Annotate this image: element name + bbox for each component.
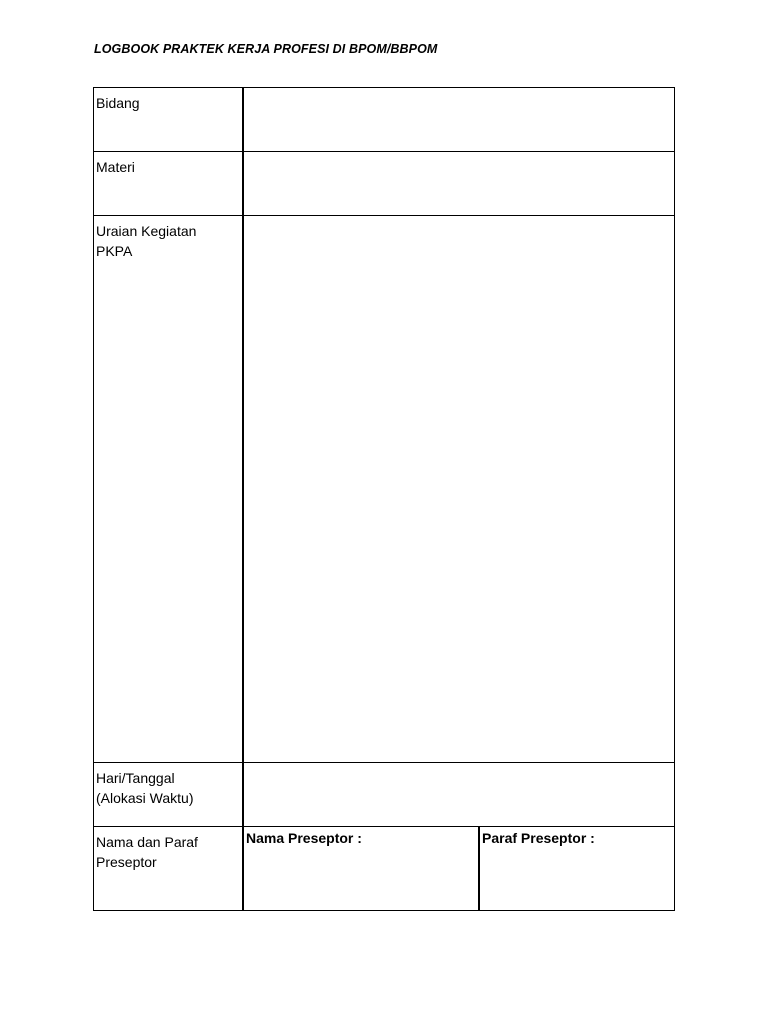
form-row-bidang xyxy=(94,88,675,152)
paraf-preseptor-field[interactable] xyxy=(480,827,674,910)
label-uraian-line2: PKPA xyxy=(96,243,133,259)
field-uraian-kegiatan[interactable] xyxy=(243,216,675,763)
label-uraian-line1: Uraian Kegiatan xyxy=(96,223,197,239)
page-title: LOGBOOK PRAKTEK KERJA PROFESI DI BPOM/BBPOM xyxy=(94,42,438,56)
label-nama-line1: Nama dan Paraf xyxy=(96,834,198,850)
nama-preseptor-field[interactable] xyxy=(244,827,480,910)
label-hari-line1: Hari/Tanggal xyxy=(96,770,175,786)
label-nama-paraf xyxy=(94,827,244,911)
logbook-form-table xyxy=(93,87,675,911)
field-hari-tanggal[interactable] xyxy=(243,763,675,827)
preseptor-split xyxy=(244,827,674,910)
field-bidang[interactable] xyxy=(243,88,675,152)
label-hari-tanggal xyxy=(94,763,244,827)
form-row-nama-paraf xyxy=(94,827,675,911)
preseptor-cell xyxy=(243,827,675,911)
form-row-materi xyxy=(94,152,675,216)
label-nama-line2: Preseptor xyxy=(96,854,157,870)
label-bidang: Bidang xyxy=(94,88,244,152)
field-materi[interactable] xyxy=(243,152,675,216)
form-row-uraian-kegiatan xyxy=(94,216,675,763)
paraf-preseptor-label: Paraf Preseptor : xyxy=(482,830,595,846)
form-row-hari-tanggal xyxy=(94,763,675,827)
label-uraian-kegiatan xyxy=(94,216,244,763)
nama-preseptor-label: Nama Preseptor : xyxy=(246,830,362,846)
label-materi: Materi xyxy=(94,152,244,216)
label-hari-line2: (Alokasi Waktu) xyxy=(96,790,194,806)
